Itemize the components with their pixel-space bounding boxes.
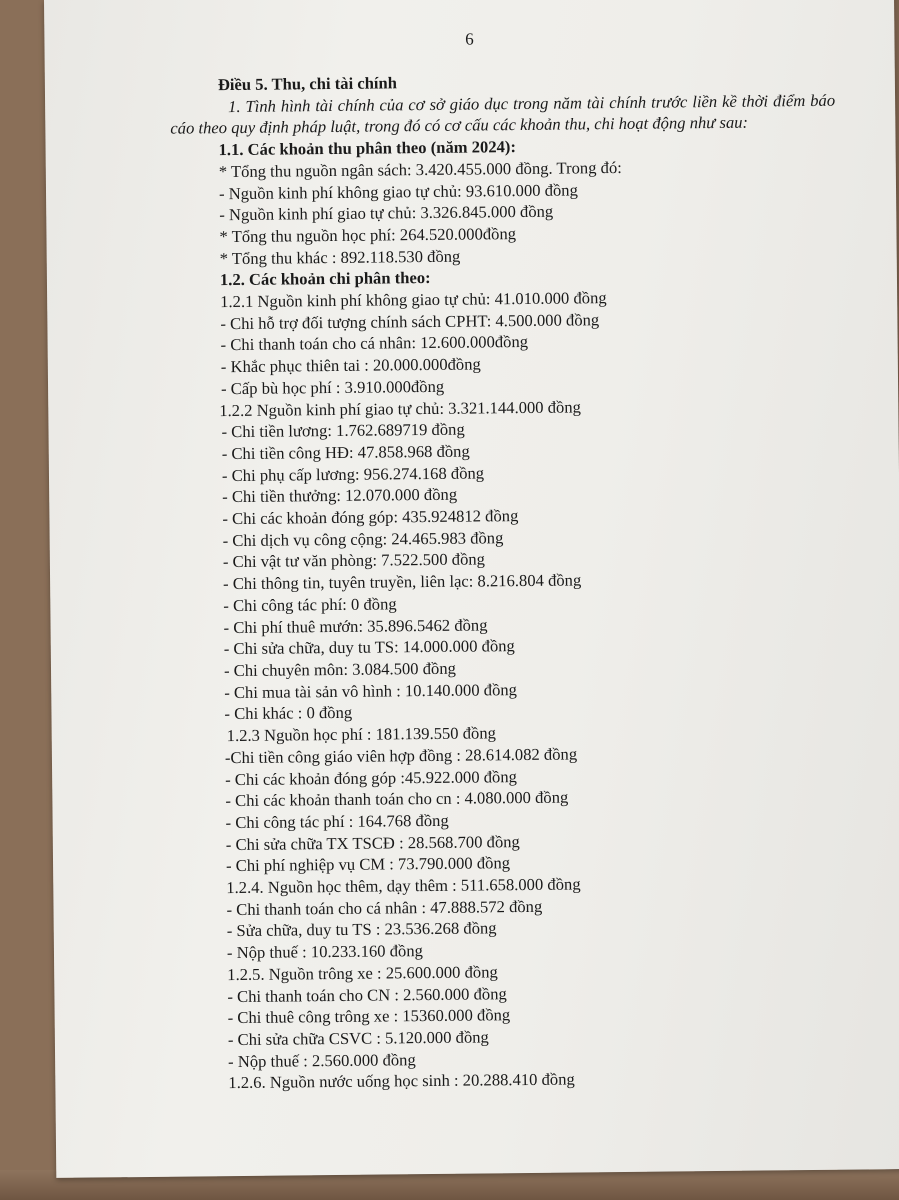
expense-line: - Chi công tác phí : 164.768 đồng [225,810,449,833]
expense-line: - Chi thanh toán cho cá nhân: 12.600.000đồng [220,332,529,355]
revenue-line: * Tổng thu nguồn ngân sách: 3.420.455.000 đồng. Trong đó: [218,157,622,181]
expense-line: - Chi phí thuê mướn: 35.896.5462 đồng [223,614,488,637]
section-1-2-lines [172,285,845,1095]
expense-line: - Chi chuyên môn: 3.084.500 đồng [223,658,456,681]
revenue-line: * Tổng thu khác : 892.118.530 đồng [219,246,461,268]
expense-line: - Sửa chữa, duy tu TS : 23.536.268 đồng [226,918,497,941]
expense-line: - Chi sửa chữa TX TSCĐ : 28.568.700 đồng [225,831,520,854]
expense-line: - Chi tiền thưởng: 12.070.000 đồng [222,485,458,507]
page-number: 6 [465,29,474,49]
expense-line: - Chi vật tư văn phòng: 7.522.500 đồng [222,549,486,572]
expense-line: - Chi thanh toán cho CN : 2.560.000 đồng [227,983,507,1006]
document-body [170,68,846,1095]
expense-group-heading: 1.2.2 Nguồn kinh phí giao tự chủ: 3.321.144.000 đồng [219,396,581,420]
expense-line: - Chi công tác phí: 0 đồng [223,594,397,616]
expense-group-heading: 1.2.5. Nguồn trông xe : 25.600.000 đồng [227,962,498,984]
expense-group-heading: 1.2.1 Nguồn kinh phí không giao tự chủ: 41.010.000 đồng [220,288,607,312]
section-1-1-lines [171,155,837,270]
expense-line: - Chi tiền lương: 1.762.689719 đồng [221,419,465,442]
expense-line: - Chi các khoản đóng góp :45.922.000 đồng [225,766,518,789]
expense-line: - Chi sửa chữa, duy tu TS: 14.000.000 đồng [223,636,515,659]
expense-line: - Chi khác : 0 đồng [224,703,353,724]
expense-line: -Chi tiền công giáo viên hợp đồng : 28.614.082 đồng [224,744,578,767]
expense-group-heading: 1.2.4. Nguồn học thêm, dạy thêm : 511.658.000 đồng [226,874,581,898]
expense-line: - Nộp thuế : 10.233.160 đồng [226,941,423,963]
revenue-line: * Tổng thu nguồn học phí: 264.520.000đồng [219,223,517,247]
article-heading: Điều 5. Thu, chi tài chính [217,73,398,95]
expense-line: - Chi sửa chữa CSVC : 5.120.000 đồng [227,1027,489,1050]
document-page [44,0,899,1178]
expense-line: - Chi tiền công HĐ: 47.858.968 đồng [221,441,470,464]
section-1-2-heading: 1.2. Các khoản chi phân theo: [219,268,431,290]
expense-line: - Khắc phục thiên tai : 20.000.000đồng [220,354,481,377]
expense-line: - Chi phí nghiệp vụ CM : 73.790.000 đồng [225,853,511,876]
expense-group-heading: 1.2.3 Nguồn học phí : 181.139.550 đồng [226,723,496,746]
expense-line: - Chi thuê công trông xe : 15360.000 đồng [227,1005,511,1028]
expense-group-heading: 1.2.6. Nguồn nước uống học sinh : 20.288.410 đồng [228,1069,575,1093]
expense-line: - Chi mua tài sản vô hình : 10.140.000 đồng [224,679,518,702]
section-1-1-heading: 1.1. Các khoản thu phân theo (năm 2024): [218,137,517,160]
revenue-line: - Nguồn kinh phí giao tự chủ: 3.326.845.000 đồng [219,201,554,225]
expense-line: - Chi hỗ trợ đối tượng chính sách CPHT: 4.500.000 đồng [220,309,600,333]
expense-line: - Chi dịch vụ công cộng: 24.465.983 đồng [222,527,504,550]
expense-line: - Chi các khoản thanh toán cho cn : 4.080.000 đồng [225,787,569,811]
revenue-line: - Nguồn kinh phí không giao tự chủ: 93.610.000 đồng [218,179,578,203]
intro-paragraph [170,89,835,139]
expense-line: - Chi các khoản đóng góp: 435.924812 đồng [222,506,519,529]
expense-line: - Chi thanh toán cho cá nhân : 47.888.572 đồng [226,896,543,919]
expense-line: - Chi thông tin, tuyên truyền, liên lạc: 8.216.804 đồng [223,570,582,594]
expense-line: - Cấp bù học phí : 3.910.000đồng [220,376,445,399]
intro-text: 1. Tình hình tài chính của cơ sở giáo dục trong năm tài chính trước liền kề thời điểm báo cáo theo quy định pháp luật, trong đó có cơ cấu các khoản thu, chi hoạt động như sau: [170,90,836,139]
expense-line: - Nộp thuế : 2.560.000 đồng [228,1049,416,1071]
expense-line: - Chi phụ cấp lương: 956.274.168 đồng [221,463,485,485]
